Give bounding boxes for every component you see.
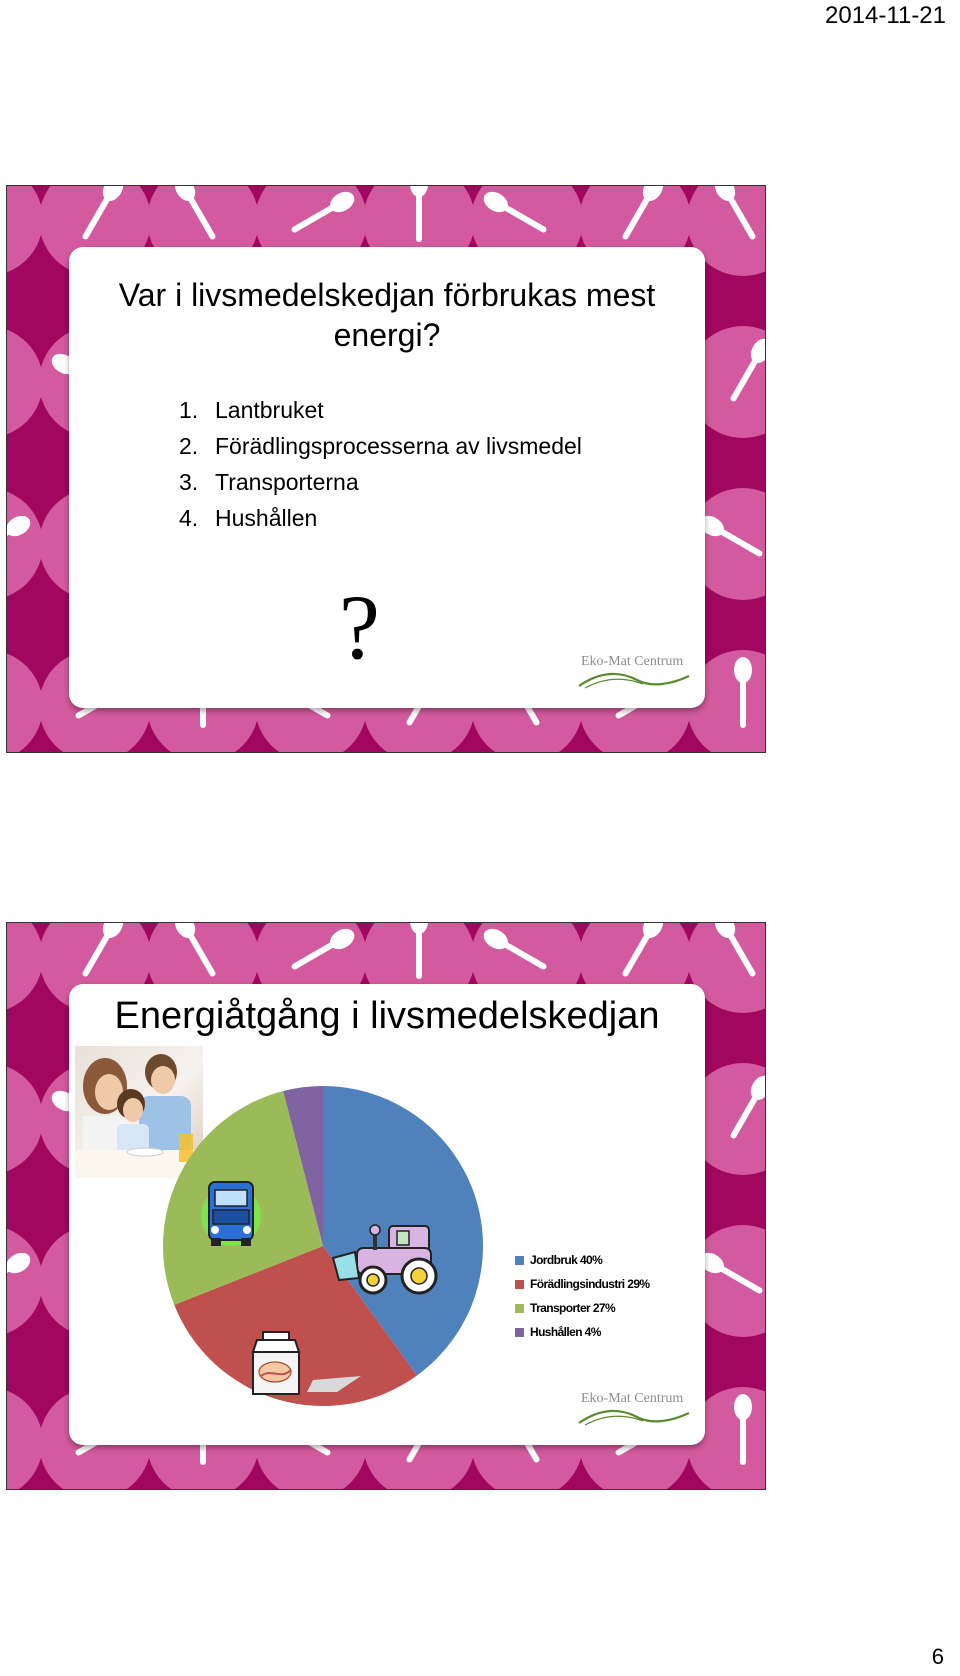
legend-item: Jordbruk 40% <box>515 1248 650 1272</box>
legend-item: Transporter 27% <box>515 1296 650 1320</box>
slide-1 <box>6 185 766 753</box>
utensil-circle-icon <box>7 1387 43 1489</box>
slide-2 <box>6 922 766 1490</box>
logo-swoosh-icon <box>577 1405 693 1427</box>
truck-icon <box>201 1182 261 1246</box>
legend-item: Hushållen 4% <box>515 1320 650 1344</box>
utensil-circle-icon <box>7 1225 43 1337</box>
slide-title: Var i livsmedelskedjan förbrukas mest energi? <box>118 277 656 353</box>
legend-swatch <box>515 1256 524 1265</box>
logo-swoosh-icon <box>577 668 693 690</box>
legend-swatch <box>515 1280 524 1289</box>
utensil-circle-icon <box>7 488 43 600</box>
utensil-circle-icon <box>7 650 43 752</box>
page-number: 6 <box>931 1644 944 1669</box>
legend-swatch <box>515 1328 524 1337</box>
question-mark: ? <box>339 576 380 678</box>
slide-content-panel <box>69 984 705 1445</box>
eko-mat-centrum-logo: Eko-Mat Centrum <box>577 652 693 696</box>
energy-pie-chart <box>153 1076 493 1421</box>
list-item: 3. Transporterna <box>179 469 359 495</box>
chart-legend <box>515 1248 650 1344</box>
legend-swatch <box>515 1304 524 1313</box>
answer-options-list <box>179 392 582 536</box>
page-date: 2014-11-21 <box>825 2 946 29</box>
utensil-circle-icon <box>7 923 43 1013</box>
list-item: 4. Hushållen <box>179 505 318 531</box>
list-item: 2. Förädlingsprocesserna av livsmedel <box>179 433 582 459</box>
utensil-circle-icon <box>7 326 43 438</box>
list-item: 1. Lantbruket <box>179 397 324 423</box>
utensil-circle-icon <box>7 186 43 276</box>
slide-content-panel <box>69 247 705 708</box>
slide-title: Energiåtgång i livsmedelskedjan <box>114 995 660 1037</box>
utensil-circle-icon <box>7 1063 43 1175</box>
eko-mat-centrum-logo: Eko-Mat Centrum <box>577 1389 693 1433</box>
legend-item: Förädlingsindustri 29% <box>515 1272 650 1296</box>
